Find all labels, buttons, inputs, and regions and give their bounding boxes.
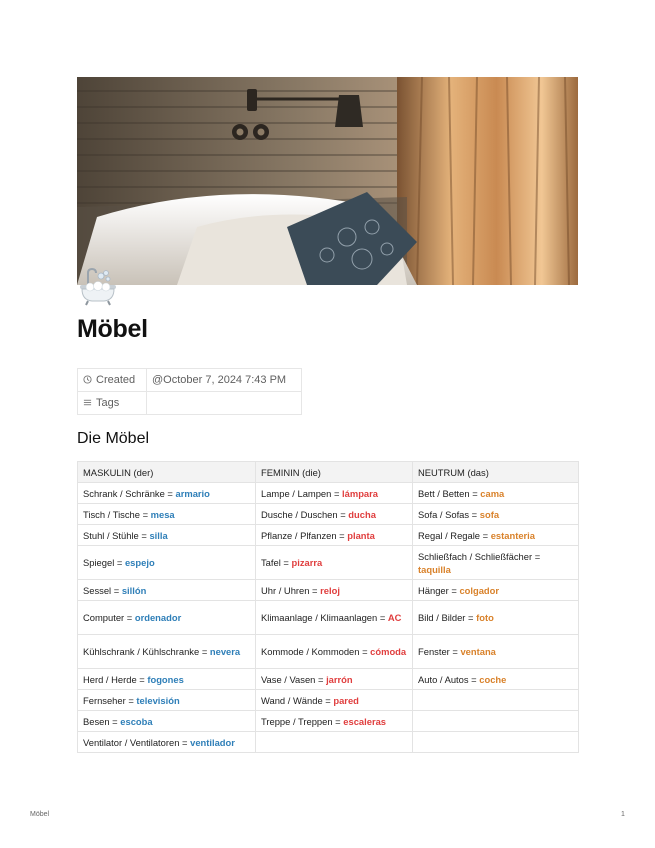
table-row [78, 546, 579, 580]
german-word: Vase / Vasen = [261, 673, 327, 685]
properties-table [77, 368, 302, 415]
german-word: Ventilator / Ventilatoren = [83, 736, 191, 748]
table-cell[interactable] [78, 690, 256, 711]
spanish-word: ventilador [190, 736, 235, 748]
table-row [78, 601, 579, 635]
header-neutrum: NEUTRUM (das) [413, 462, 579, 483]
bedroom-photo [77, 77, 578, 285]
footer-page-title: Möbel [30, 811, 50, 818]
german-word: Herd / Herde = [83, 673, 148, 685]
spanish-word: silla [149, 529, 168, 541]
table-row [78, 580, 579, 601]
table-cell[interactable] [256, 669, 413, 690]
property-label: Tags [96, 397, 120, 409]
spanish-word: mesa [150, 508, 175, 520]
table-cell[interactable] [256, 711, 413, 732]
table-cell[interactable] [256, 580, 413, 601]
spanish-word: taquilla [418, 563, 451, 575]
table-cell[interactable] [413, 580, 579, 601]
table-cell[interactable] [413, 546, 579, 580]
table-cell[interactable] [78, 711, 256, 732]
table-row [78, 635, 579, 669]
table-cell[interactable] [413, 601, 579, 635]
german-word: Pflanze / Plfanzen = [261, 529, 348, 541]
table-cell[interactable] [413, 504, 579, 525]
table-cell[interactable] [256, 690, 413, 711]
table-cell[interactable] [413, 483, 579, 504]
table-row [78, 711, 579, 732]
spanish-word: espejo [124, 557, 155, 568]
table-cell[interactable] [78, 732, 256, 753]
clock-icon [83, 375, 92, 384]
german-word: Treppe / Treppen = [261, 715, 344, 727]
spanish-word: planta [347, 529, 375, 541]
table-cell[interactable] [256, 601, 413, 635]
property-value-created[interactable]: @October 7, 2024 7:43 PM [147, 369, 302, 392]
spanish-word: cómoda [370, 646, 407, 657]
table-row [78, 525, 579, 546]
table-cell[interactable] [256, 525, 413, 546]
property-label: Created [96, 374, 136, 386]
spanish-word: cama [480, 487, 505, 499]
property-value-tags[interactable] [147, 392, 302, 415]
spanish-word: nevera [209, 646, 241, 657]
german-word: Bild / Bilder = [418, 612, 477, 623]
table-cell[interactable] [413, 525, 579, 546]
table-cell[interactable] [78, 635, 256, 669]
spanish-word: coche [479, 673, 507, 685]
german-word: Auto / Autos = [418, 673, 480, 685]
table-cell[interactable] [78, 546, 256, 580]
german-word: Lampe / Lampen = [261, 487, 343, 499]
footer-page-number: 1 [621, 811, 625, 818]
spanish-word: sillón [121, 584, 147, 596]
german-word: Regal / Regale = [418, 529, 491, 541]
table-cell[interactable] [78, 504, 256, 525]
spanish-word: ordenador [134, 612, 182, 623]
german-word: Uhr / Uhren = [261, 584, 321, 596]
spanish-word: ventana [460, 646, 496, 657]
property-name-created [78, 369, 147, 392]
german-word: Spiegel = [83, 557, 125, 568]
table-cell[interactable] [256, 635, 413, 669]
spanish-word: jarrón [326, 673, 353, 685]
table-row [78, 669, 579, 690]
spanish-word: escaleras [343, 715, 387, 727]
table-cell[interactable] [413, 635, 579, 669]
spanish-word: armario [175, 487, 210, 499]
table-cell[interactable] [256, 504, 413, 525]
table-row [78, 732, 579, 753]
german-word: Schließfach / Schließfächer = [418, 550, 541, 562]
table-cell[interactable] [78, 601, 256, 635]
german-word: Computer = [83, 612, 135, 623]
german-word: Schrank / Schränke = [83, 487, 176, 499]
table-cell[interactable] [413, 690, 579, 711]
german-word: Fenster = [418, 646, 461, 657]
spanish-word: televisión [136, 694, 180, 706]
spanish-word: colgador [459, 584, 500, 596]
table-cell[interactable] [78, 669, 256, 690]
spanish-word: pared [333, 694, 359, 706]
table-cell[interactable] [413, 732, 579, 753]
table-cell[interactable] [256, 732, 413, 753]
german-word: Hänger = [418, 584, 460, 596]
spanish-word: AC [387, 612, 402, 623]
property-name-tags [78, 392, 147, 415]
table-row [78, 483, 579, 504]
german-word: Klimaanlage / Klimaanlagen = [261, 612, 388, 623]
property-row-created[interactable] [78, 369, 302, 392]
property-row-tags[interactable] [78, 392, 302, 415]
german-word: Sessel = [83, 584, 122, 596]
table-cell[interactable] [256, 546, 413, 580]
table-cell[interactable] [78, 580, 256, 601]
table-cell[interactable] [413, 711, 579, 732]
section-heading: Die Möbel [77, 430, 150, 447]
spanish-word: estanteria [490, 529, 535, 541]
spanish-word: reloj [320, 584, 340, 596]
spanish-word: ducha [348, 508, 376, 520]
cover-image [77, 77, 578, 285]
page-title: Möbel [77, 315, 148, 343]
spanish-word: pizarra [291, 557, 323, 568]
german-word: Wand / Wände = [261, 694, 334, 706]
german-word: Fernseher = [83, 694, 137, 706]
german-word: Kommode / Kommoden = [261, 646, 371, 657]
bathtub-drawing [77, 266, 119, 308]
header-maskulin: MASKULIN (der) [78, 462, 256, 483]
table-row [78, 504, 579, 525]
german-word: Bett / Betten = [418, 487, 481, 499]
german-word: Kühlschrank / Kühlschranke = [83, 646, 210, 657]
spanish-word: escoba [120, 715, 153, 727]
table-cell[interactable] [78, 525, 256, 546]
table-cell[interactable] [413, 669, 579, 690]
vocabulary-table [77, 461, 579, 753]
german-word: Tisch / Tische = [83, 508, 151, 520]
german-word: Tafel = [261, 557, 292, 568]
table-row [78, 690, 579, 711]
table-header-row [78, 462, 579, 483]
spanish-word: sofa [479, 508, 500, 520]
table-cell[interactable] [256, 483, 413, 504]
spanish-word: fogones [147, 673, 184, 685]
german-word: Besen = [83, 715, 121, 727]
bathtub-icon[interactable] [77, 266, 119, 308]
spanish-word: foto [476, 612, 494, 623]
german-word: Dusche / Duschen = [261, 508, 349, 520]
german-word: Stuhl / Stühle = [83, 529, 150, 541]
spanish-word: lámpara [342, 487, 379, 499]
header-feminin: FEMININ (die) [256, 462, 413, 483]
list-icon [83, 398, 92, 407]
german-word: Sofa / Sofas = [418, 508, 480, 520]
table-cell[interactable] [78, 483, 256, 504]
